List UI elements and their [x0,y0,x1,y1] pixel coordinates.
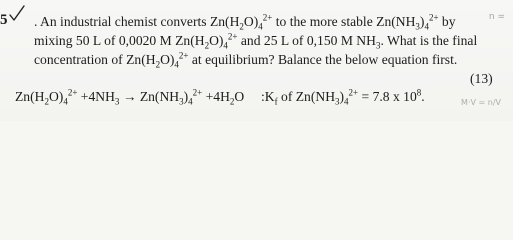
equation-line: $Zn(H_2O)_4^{2+} +4NH_3 \to Zn(NH_3)_4^{2+} +4H_2O$ $:K_f$ of $Zn(NH_3)_4^{2+} = 7.8$ x $10^8$. [15,87,425,107]
zn-aqua-complex: $Zn(H_2O)_4^{2+}$ [175,31,238,51]
h2o-coefficient: 4 [213,89,221,104]
nh3-coefficient: 4 [88,89,96,104]
reactant-nh3: $NH_3$ [95,89,120,107]
question-line-3: concentration of $Zn(H_2O)_4^{2+}$ at equilibrium? Balance the below equation first. [34,50,458,70]
reactant-zn-aqua: $Zn(H_2O)_4^{2+}$ [15,87,78,107]
checkmark-icon [8,4,26,24]
margin-note-bottom: M·V = n/V [461,98,501,107]
zn-aqua-complex: $Zn(H_2O)_4^{2+}$ [209,12,273,32]
question-number: 5 [0,12,8,28]
zn-aqua-complex: $Zn(H_2O)_4^{2+}$ [126,50,189,70]
margin-note-top: n = [488,12,505,22]
kf-expression: $:K_f$ of $Zn(NH_3)_4^{2+} = 7.8$ x $10^8$. [261,87,425,107]
reaction-arrow: → [122,89,137,104]
product-zn-ammine: $Zn(NH_3)_4^{2+}$ [139,87,203,107]
question-line-2: mixing 50 L of 0,0020 M $Zn(H_2O)_4^{2+}$ and 25 L of 0,150 M $NH_3$. What is the final [34,31,478,51]
zn-ammine-complex: $Zn(NH_3)_4^{2+}$ [376,12,439,32]
question-line-1: . An industrial chemist converts $Zn(H_2O)_4^{2+}$ to the more stable $Zn(NH_3)_4^{2+}$ by [34,12,456,32]
marks-label: (13) [470,71,493,86]
product-h2o: $H_2O$ [220,89,245,107]
